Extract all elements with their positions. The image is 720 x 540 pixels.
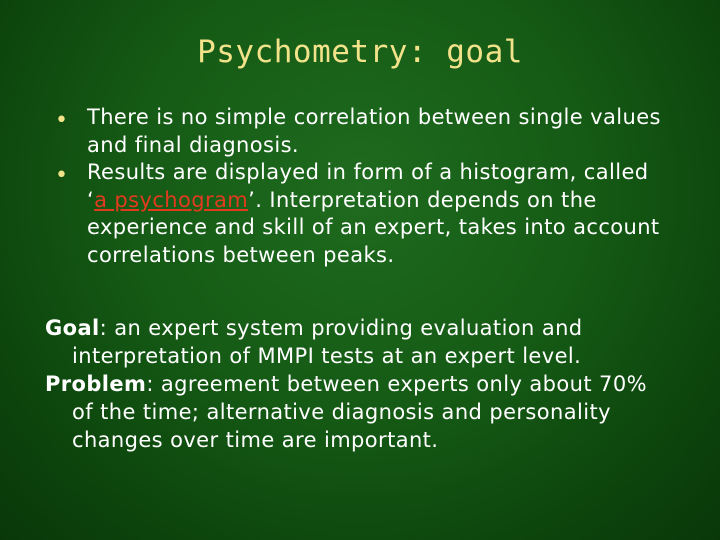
bullet-text-post: ’. Interpretation depends on the experience and skill of an expert, takes into account correlations between peaks. xyxy=(87,187,660,267)
goal-label: Goal xyxy=(45,316,100,340)
bullet-dot-icon: • xyxy=(55,163,69,188)
bullet-item xyxy=(52,159,672,269)
slide-title: Psychometry: goal xyxy=(197,34,523,70)
goal-text: : an expert system providing evaluation and interpretation of MMPI tests at an expert level. xyxy=(72,316,583,368)
problem-paragraph xyxy=(45,370,675,454)
bullet-dot-icon: • xyxy=(55,108,69,133)
goal-paragraph xyxy=(45,314,675,370)
bullet-item xyxy=(52,104,672,159)
bullet-text: There is no simple correlation between single values and final diagnosis. xyxy=(87,105,661,157)
problem-text: : agreement between experts only about 70% of the time; alternative diagnosis and personality changes over time are important. xyxy=(72,372,647,452)
psychogram-link[interactable]: a psychogram xyxy=(94,187,249,212)
summary-paragraphs xyxy=(45,314,675,454)
bullet-list xyxy=(52,104,672,269)
bullet-text-pre: Results are displayed in form of a histogram, called ‘ xyxy=(87,160,649,212)
problem-label: Problem xyxy=(45,372,147,396)
